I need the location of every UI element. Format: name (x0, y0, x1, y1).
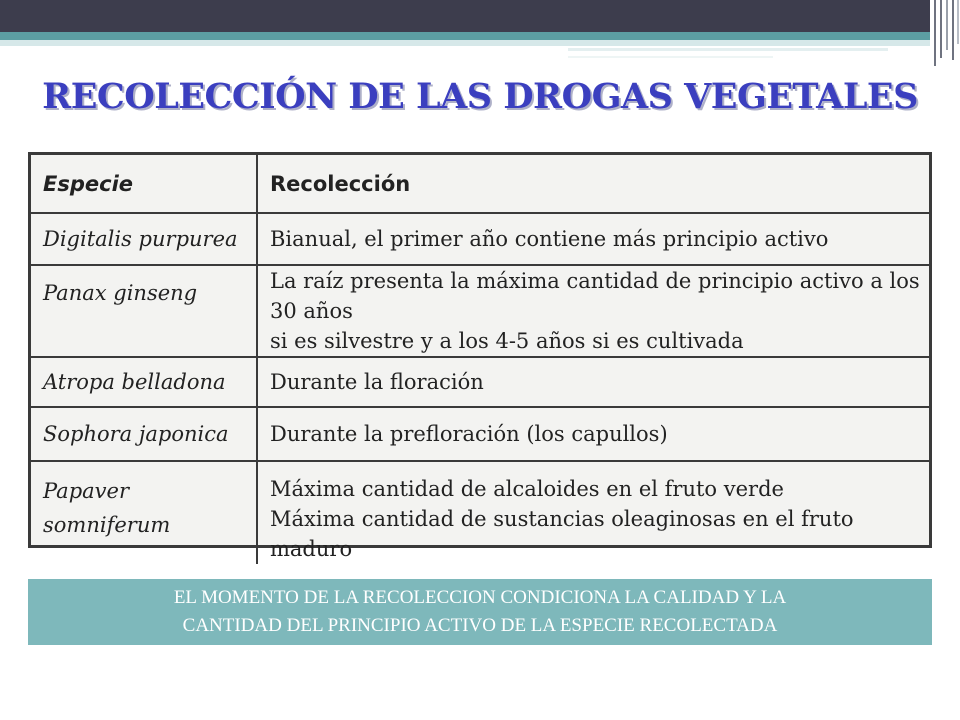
header-deco-line (568, 48, 888, 51)
table-row (31, 407, 929, 461)
species-cell: Digitalis purpurea (31, 213, 257, 265)
species-cell: Papaver somniferum (31, 461, 257, 564)
conclusion-line: EL MOMENTO DE LA RECOLECCION CONDICIONA LA CALIDAD Y LA (173, 587, 787, 608)
collection-cell (257, 357, 929, 407)
header-species: Especie (31, 155, 257, 213)
collection-table (31, 155, 929, 564)
collection-cell (257, 461, 929, 564)
collection-line: Durante la prefloración (los capullos) (270, 422, 668, 446)
table-row (31, 357, 929, 407)
species-cell: Panax ginseng (31, 265, 257, 357)
header-deco-line (568, 56, 773, 58)
collection-line: Máxima cantidad de alcaloides en el fruto verde (270, 477, 784, 501)
header-bar (0, 0, 960, 32)
table-row (31, 461, 929, 564)
conclusion-line: CANTIDAD DEL PRINCIPIO ACTIVO DE LA ESPECIE RECOLECTADA (182, 615, 778, 636)
collection-line: Bianual, el primer año contiene más principio activo (270, 227, 829, 251)
header-light-band (0, 40, 930, 46)
table-header-row (31, 155, 929, 213)
collection-line: si es silvestre y a los 4-5 años si es cultivada (270, 329, 744, 353)
collection-line: La raíz presenta la máxima cantidad de principio activo a los 30 años (270, 269, 920, 323)
conclusion-box (28, 579, 932, 645)
header-collection: Recolección (257, 155, 929, 213)
slide-title: RECOLECCIÓN DE LAS DROGAS VEGETALES (42, 76, 918, 117)
table-row (31, 265, 929, 357)
header-teal-band (0, 32, 930, 40)
table-row (31, 213, 929, 265)
header-stripes (930, 0, 960, 66)
species-cell: Sophora japonica (31, 407, 257, 461)
collection-line: Durante la floración (270, 370, 484, 394)
collection-cell (257, 265, 929, 357)
species-cell: Atropa belladona (31, 357, 257, 407)
collection-line: Máxima cantidad de sustancias oleaginosas en el fruto maduro (270, 507, 854, 561)
collection-cell (257, 213, 929, 265)
collection-cell (257, 407, 929, 461)
scanned-table-image (28, 152, 932, 561)
